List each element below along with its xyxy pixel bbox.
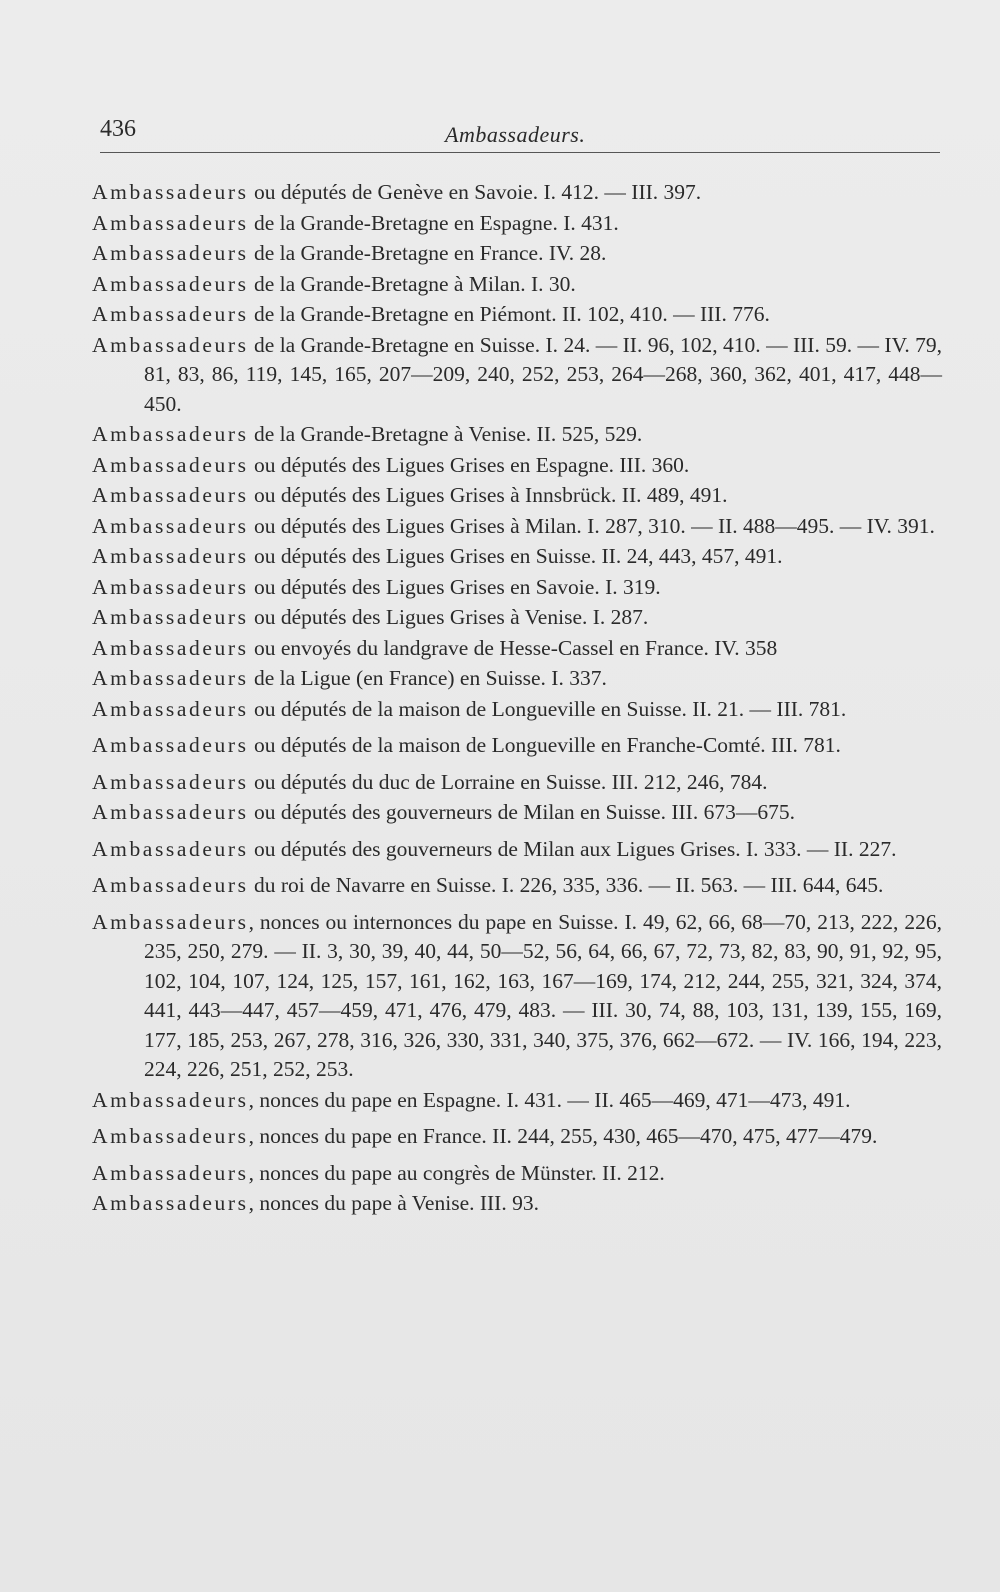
entry-text: ou députés des Ligues Grises en Suisse. II. 24, 443, 457, 491.	[248, 544, 783, 568]
entry-term: Ambassadeurs	[92, 302, 249, 326]
index-entries	[92, 178, 942, 1220]
entry-term: Ambassadeurs	[92, 836, 249, 861]
entry-term: Ambassadeurs	[92, 241, 249, 265]
entry-term: Ambassadeurs	[92, 1087, 249, 1112]
entry-term: Ambassadeurs	[92, 574, 249, 599]
index-entry	[92, 908, 942, 1085]
entry-text: ou députés des gouverneurs de Milan aux Ligues Grises. I. 333. — II. 227.	[248, 836, 897, 861]
entry-term: Ambassadeurs	[92, 635, 249, 660]
entry-term: Ambassadeurs	[92, 733, 249, 757]
page-number: 436	[100, 116, 136, 142]
entry-term: Ambassadeurs	[92, 452, 249, 477]
index-entry	[92, 871, 942, 901]
index-entry	[92, 481, 942, 511]
entry-text: ou députés des Ligues Grises en Espagne. III. 360.	[248, 452, 690, 477]
index-entry	[92, 1159, 942, 1189]
running-title: Ambassadeurs.	[445, 122, 586, 147]
entry-text: ou députés des gouverneurs de Milan en Suisse. III. 673—675.	[248, 800, 795, 824]
entry-term: Ambassadeurs	[92, 873, 249, 897]
entry-term: Ambassadeurs	[92, 422, 249, 446]
entry-text: ou députés de la maison de Longueville en Franche-Comté. III. 781.	[248, 733, 841, 757]
index-entry	[92, 695, 942, 725]
entry-term: Ambassadeurs	[92, 696, 249, 721]
entry-text: ou députés des Ligues Grises à Milan. I. 287, 310. — II. 488—495. — IV. 391.	[248, 513, 935, 538]
entry-text: , nonces du pape en Espagne. I. 431. — II. 465—469, 471—473, 491.	[248, 1087, 851, 1112]
entry-text: de la Grande-Bretagne en Espagne. I. 431.	[248, 210, 619, 235]
entry-term: Ambassadeurs	[92, 271, 249, 296]
entry-term: Ambassadeurs	[92, 605, 249, 629]
entry-term: Ambassadeurs	[92, 483, 249, 507]
index-entry	[92, 664, 942, 694]
entry-text: ou députés du duc de Lorraine en Suisse. III. 212, 246, 784.	[248, 769, 768, 794]
entry-text: de la Grande-Bretagne en Piémont. II. 102, 410. — III. 776.	[248, 302, 770, 326]
entry-text: de la Grande-Bretagne à Milan. I. 30.	[248, 271, 576, 296]
entry-text: de la Ligue (en France) en Suisse. I. 337.	[248, 666, 607, 690]
index-entry	[92, 1122, 942, 1152]
entry-term: Ambassadeurs	[92, 1124, 249, 1148]
entry-term: Ambassadeurs	[92, 210, 249, 235]
index-entry	[92, 573, 942, 603]
index-entry	[92, 300, 942, 330]
entry-text: , nonces du pape en France. II. 244, 255, 430, 465—470, 475, 477—479.	[248, 1124, 878, 1148]
entry-term: Ambassadeurs	[92, 513, 249, 538]
entry-term: Ambassadeurs	[92, 909, 249, 934]
entry-text: , nonces ou internonces du pape en Suisse. I. 49, 62, 66, 68—70, 213, 222, 226, 235, 250, 279. — II. 3, 30, 39, 40, 44, 50—52, 56, 64, 66, 67, 72, 73, 82, 83, 90, 91, 92, 95, 102, 104, 107, 124, 125, 157, 161, 162, 163, 167—169, 174, 212, 244, 255, 321, 324, 374, 441, 443—447, 457—459, 471, 476, 479, 483. — III. 30, 74, 88, 103, 131, 139, 155, 169, 177, 185, 253, 267, 278, 316, 326, 330, 331, 340, 375, 376, 662—672. — IV. 166, 194, 223, 224, 226, 251, 252, 253.	[144, 909, 942, 1081]
index-entry	[92, 209, 942, 239]
entry-text: de la Grande-Bretagne en France. IV. 28.	[248, 241, 607, 265]
entry-text: ou députés des Ligues Grises en Savoie. I. 319.	[248, 574, 661, 599]
entry-text: , nonces du pape à Venise. III. 93.	[248, 1191, 539, 1215]
entry-term: Ambassadeurs	[92, 180, 249, 204]
index-entry	[92, 331, 942, 420]
header-rule	[100, 152, 940, 153]
index-entry	[92, 798, 942, 828]
entry-text: de la Grande-Bretagne à Venise. II. 525, 529.	[248, 422, 643, 446]
entry-text: ou députés des Ligues Grises à Innsbrück. II. 489, 491.	[248, 483, 728, 507]
index-entry	[92, 542, 942, 572]
index-entry	[92, 603, 942, 633]
index-entry	[92, 239, 942, 269]
entry-text: du roi de Navarre en Suisse. I. 226, 335, 336. — II. 563. — III. 644, 645.	[248, 873, 884, 897]
index-entry	[92, 731, 942, 761]
index-entry	[92, 451, 942, 481]
entry-text: ou députés des Ligues Grises à Venise. I. 287.	[248, 605, 649, 629]
entry-term: Ambassadeurs	[92, 666, 249, 690]
entry-text: , nonces du pape au congrès de Münster. II. 212.	[248, 1160, 665, 1185]
index-entry	[92, 835, 942, 865]
entry-text: ou envoyés du landgrave de Hesse-Cassel en France. IV. 358	[248, 635, 778, 660]
entry-text: de la Grande-Bretagne en Suisse. I. 24. — II. 96, 102, 410. — III. 59. — IV. 79, 81, 83, 86, 119, 145, 165, 207—209, 240, 252, 253, 264—268, 360, 362, 401, 417, 448—450.	[144, 332, 942, 416]
index-entry	[92, 1086, 942, 1116]
entry-text: ou députés de la maison de Longueville en Suisse. II. 21. — III. 781.	[248, 696, 847, 721]
entry-text: ou députés de Genève en Savoie. I. 412. — III. 397.	[248, 180, 702, 204]
entry-term: Ambassadeurs	[92, 1160, 249, 1185]
index-entry	[92, 1189, 942, 1219]
index-entry	[92, 634, 942, 664]
index-entry	[92, 178, 942, 208]
entry-term: Ambassadeurs	[92, 769, 249, 794]
entry-term: Ambassadeurs	[92, 544, 249, 568]
entry-term: Ambassadeurs	[92, 800, 249, 824]
index-entry	[92, 768, 942, 798]
entry-term: Ambassadeurs	[92, 332, 249, 357]
entry-term: Ambassadeurs	[92, 1191, 249, 1215]
page-header	[100, 112, 940, 152]
index-entry	[92, 270, 942, 300]
index-entry	[92, 512, 942, 542]
index-entry	[92, 420, 942, 450]
